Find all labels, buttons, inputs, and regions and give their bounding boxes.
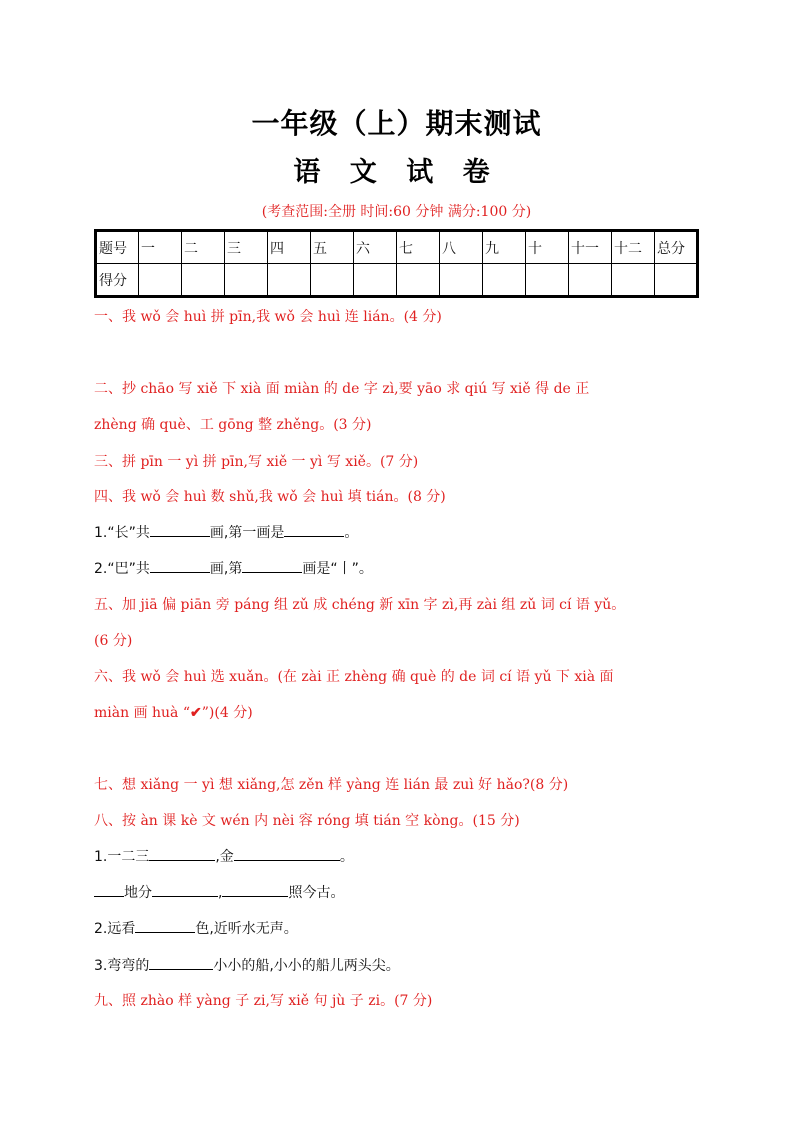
item-text: 画,第一画是 (209, 525, 285, 541)
question-1: 一、我 wǒ 会 huì 拼 pīn,我 wǒ 会 huì 连 lián。(4 分) (94, 309, 442, 325)
exam-title: 一年级（上）期末测试 (251, 107, 542, 140)
item-text: 色,近听水无声。 (195, 921, 298, 937)
item-text: 画是“丨”。 (302, 561, 373, 577)
score-cell: 九 (483, 231, 526, 264)
question-8-item-1b (94, 882, 344, 902)
item-text: 3.弯弯的 (94, 958, 150, 974)
question-8-item-3 (94, 955, 400, 975)
score-table (94, 229, 699, 298)
score-cell: 总分 (655, 231, 698, 264)
answer-blank[interactable] (284, 522, 344, 537)
question-3: 三、拼 pīn 一 yì 拼 pīn,写 xiě 一 yì 写 xiě。(7 分) (94, 454, 419, 470)
item-text: 小小的船,小小的船儿两头尖。 (213, 958, 400, 974)
question-5-line-2: (6 分) (94, 633, 133, 649)
exam-info: (考查范围:全册 时间:60 分钟 满分:100 分) (261, 204, 532, 220)
answer-blank[interactable] (152, 882, 218, 897)
item-text: ”)(4 分) (201, 705, 253, 721)
answer-blank[interactable] (222, 882, 288, 897)
item-text: 2.远看 (94, 921, 136, 937)
item-text: 1.一二三 (94, 849, 150, 865)
score-input-cell[interactable] (225, 264, 268, 297)
answer-blank[interactable] (234, 846, 340, 861)
score-table-score-row (96, 264, 698, 297)
item-text: ,金 (215, 849, 234, 865)
question-8-item-2 (94, 918, 298, 938)
score-cell: 七 (397, 231, 440, 264)
question-8-item-1 (94, 846, 354, 866)
item-text: 地分 (124, 885, 152, 901)
item-text: 照今古。 (288, 885, 345, 901)
question-4-item-1 (94, 522, 358, 542)
score-input-cell[interactable] (354, 264, 397, 297)
question-2-line-1: 二、抄 chāo 写 xiě 下 xià 面 miàn 的 de 字 zì,要 yāo 求 qiú 写 xiě 得 de 正 (94, 381, 590, 397)
question-4-item-2 (94, 558, 373, 578)
score-cell: 十二 (612, 231, 655, 264)
score-row-label: 得分 (96, 264, 139, 297)
item-text: miàn 画 huà “ (94, 705, 191, 721)
score-cell: 六 (354, 231, 397, 264)
score-cell: 十 (526, 231, 569, 264)
answer-blank[interactable] (242, 558, 302, 573)
answer-blank[interactable] (149, 955, 213, 970)
item-text: 2.“巴”共 (94, 561, 150, 577)
score-input-cell[interactable] (268, 264, 311, 297)
score-input-cell[interactable] (139, 264, 182, 297)
answer-blank[interactable] (94, 882, 124, 897)
score-cell: 题号 (96, 231, 139, 264)
score-cell: 一 (139, 231, 182, 264)
score-cell: 三 (225, 231, 268, 264)
question-8: 八、按 àn 课 kè 文 wén 内 nèi 容 róng 填 tián 空 kòng。(15 分) (94, 813, 520, 829)
question-7: 七、想 xiǎng 一 yì 想 xiǎng,怎 zěn 样 yàng 连 lián 最 zuì 好 hǎo?(8 分) (94, 777, 569, 793)
score-input-cell[interactable] (311, 264, 354, 297)
question-9: 九、照 zhào 样 yàng 子 zi,写 xiě 句 jù 子 zi。(7 分) (94, 993, 433, 1009)
item-text: 。 (339, 849, 354, 865)
score-input-cell[interactable] (182, 264, 225, 297)
answer-blank[interactable] (149, 846, 215, 861)
score-input-cell[interactable] (655, 264, 698, 297)
score-input-cell[interactable] (612, 264, 655, 297)
score-cell: 四 (268, 231, 311, 264)
item-text: 1.“长”共 (94, 525, 150, 541)
checkmark-icon: ✔ (190, 705, 202, 721)
score-input-cell[interactable] (397, 264, 440, 297)
score-input-cell[interactable] (526, 264, 569, 297)
question-5-line-1: 五、加 jiā 偏 piān 旁 páng 组 zǔ 成 chéng 新 xīn 字 zì,再 zài 组 zǔ 词 cí 语 yǔ。 (94, 597, 626, 613)
score-cell: 八 (440, 231, 483, 264)
answer-blank[interactable] (150, 558, 210, 573)
question-6-line-1: 六、我 wǒ 会 huì 选 xuǎn。(在 zài 正 zhèng 确 què 的 de 词 cí 语 yǔ 下 xià 面 (94, 669, 614, 685)
score-input-cell[interactable] (483, 264, 526, 297)
question-4: 四、我 wǒ 会 huì 数 shǔ,我 wǒ 会 huì 填 tián。(8 分) (94, 489, 446, 505)
question-2-line-2: zhèng 确 què、工 gōng 整 zhěng。(3 分) (94, 417, 372, 433)
answer-blank[interactable] (135, 918, 195, 933)
score-cell: 二 (182, 231, 225, 264)
item-text: 画,第 (209, 561, 243, 577)
question-6-line-2 (94, 702, 253, 722)
score-table-header-row (96, 231, 698, 264)
item-text: , (218, 885, 223, 901)
answer-blank[interactable] (150, 522, 210, 537)
score-input-cell[interactable] (440, 264, 483, 297)
exam-subtitle: 语 文 试 卷 (293, 157, 500, 188)
score-input-cell[interactable] (569, 264, 612, 297)
score-cell: 十一 (569, 231, 612, 264)
item-text: 。 (344, 525, 359, 541)
score-cell: 五 (311, 231, 354, 264)
